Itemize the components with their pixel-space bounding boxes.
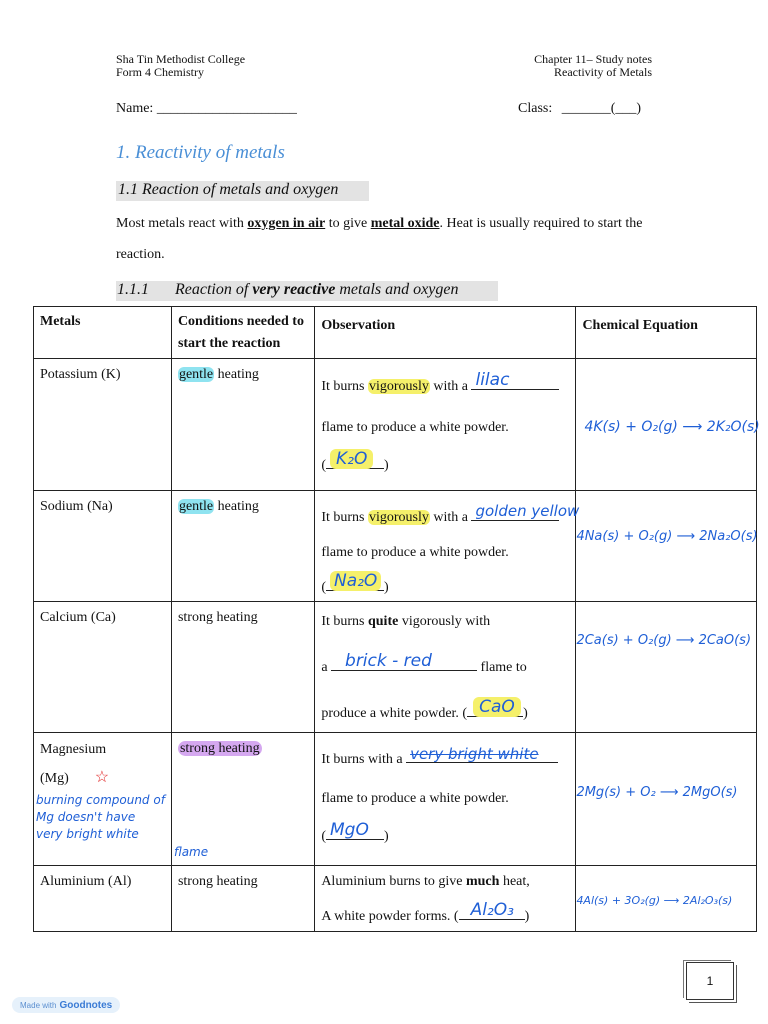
answer-flame: lilac bbox=[475, 370, 510, 390]
answer-flame: very bright white bbox=[410, 745, 539, 763]
keyword-oxygen: oxygen in air bbox=[247, 216, 326, 231]
metal-name: Magnesium bbox=[40, 742, 107, 757]
class-line bbox=[518, 101, 641, 117]
equation-cell bbox=[576, 866, 757, 932]
topic-label: Reactivity of Metals bbox=[554, 65, 652, 79]
name-label: Name: bbox=[116, 101, 157, 116]
intro-paragraph-end: reaction. bbox=[116, 247, 165, 262]
table-row bbox=[34, 359, 757, 491]
metal-cell: Aluminium (Al) bbox=[34, 866, 172, 932]
badge-brand: Goodnotes bbox=[59, 999, 113, 1011]
answer-oxide: CaO bbox=[473, 697, 521, 717]
answer-flame: golden yellow bbox=[475, 502, 580, 520]
table-row bbox=[34, 491, 757, 602]
answer-oxide: Al₂O₃ bbox=[470, 900, 514, 920]
subsection-heading: 1.1 Reaction of metals and oxygen bbox=[118, 181, 339, 198]
metal-cell: Calcium (Ca) bbox=[34, 602, 172, 733]
condition-cell: strong heating bbox=[171, 602, 314, 733]
equation-text: 4K(s) + O₂(g) ⟶ 2K₂O(s) bbox=[584, 419, 760, 435]
observation-cell: It burns vigorously with a lilac flame to produce a white powder. ( K₂O ) bbox=[315, 359, 576, 491]
intro-paragraph: Most metals react with oxygen in air to give metal oxide. Heat is usually required to start the bbox=[116, 216, 643, 231]
section-heading: 1. Reactivity of metals bbox=[116, 142, 285, 163]
reactivity-table bbox=[33, 306, 760, 932]
goodnotes-badge bbox=[12, 997, 120, 1013]
metal-cell: Sodium (Na) bbox=[34, 491, 172, 602]
condition-cell: strong heating bbox=[171, 866, 314, 932]
condition-cell: gentle heating bbox=[171, 491, 314, 602]
metal-cell bbox=[34, 733, 172, 866]
subsubsection-heading: 1.1.1 Reaction of very reactive metals and oxygen bbox=[117, 281, 459, 298]
equation-text: 2Ca(s) + O₂(g) ⟶ 2CaO(s) bbox=[576, 633, 752, 648]
observation-cell: It burns vigorously with a golden yellow flame to produce a white powder. ( Na₂O ) bbox=[315, 491, 576, 602]
metal-symbol: (Mg) bbox=[40, 771, 69, 786]
header-observation: Observation bbox=[315, 307, 576, 359]
equation-cell bbox=[576, 491, 757, 602]
class-blank: _______(___) bbox=[561, 101, 642, 116]
observation-cell: Aluminium burns to give much heat, A white powder forms. ( Al₂O₃ ) bbox=[315, 866, 576, 932]
star-icon: ☆ bbox=[94, 769, 110, 786]
header-conditions: Conditions needed to start the reaction bbox=[171, 307, 314, 359]
header-equation: Chemical Equation bbox=[576, 307, 757, 359]
observation-cell: It burns quite vigorously with a brick - red flame to produce a white powder. ( CaO ) bbox=[315, 602, 576, 733]
equation-text: 4Al(s) + 3O₂(g) ⟶ 2Al₂O₃(s) bbox=[576, 894, 733, 907]
condition-cell: strong heating flame bbox=[171, 733, 314, 866]
name-blank: ____________________ bbox=[156, 101, 297, 116]
table-header-row bbox=[34, 307, 757, 359]
table-row bbox=[34, 733, 757, 866]
table-row bbox=[34, 866, 757, 932]
badge-prefix: Made with bbox=[20, 1000, 57, 1010]
school-name: Sha Tin Methodist College bbox=[116, 52, 246, 66]
equation-cell bbox=[576, 602, 757, 733]
condition-cell: gentle heating bbox=[171, 359, 314, 491]
answer-oxide: Na₂O bbox=[330, 571, 381, 591]
form-label: Form 4 Chemistry bbox=[116, 65, 205, 79]
answer-oxide: MgO bbox=[329, 820, 369, 840]
answer-flame: brick - red bbox=[345, 651, 432, 671]
keyword-metal-oxide: metal oxide bbox=[370, 216, 440, 231]
metal-cell: Potassium (K) bbox=[34, 359, 172, 491]
equation-text: 2Mg(s) + O₂ ⟶ 2MgO(s) bbox=[576, 785, 738, 800]
equation-text: 4Na(s) + O₂(g) ⟶ 2Na₂O(s) bbox=[576, 529, 758, 544]
handwritten-note: burning compound of Mg doesn't have very bright white bbox=[36, 793, 165, 841]
header-metals: Metals bbox=[34, 307, 172, 359]
handwritten-note-end: flame bbox=[173, 845, 209, 859]
class-label: Class: bbox=[518, 101, 553, 116]
equation-cell bbox=[576, 359, 760, 491]
table-row bbox=[34, 602, 757, 733]
observation-cell: It burns with a very bright white flame to produce a white powder. ( MgO ) bbox=[315, 733, 576, 866]
chapter-label: Chapter 11– Study notes bbox=[534, 52, 652, 66]
page-number: 1 bbox=[686, 962, 734, 1000]
equation-cell bbox=[576, 733, 757, 866]
name-line bbox=[116, 101, 297, 117]
answer-oxide: K₂O bbox=[330, 449, 373, 469]
